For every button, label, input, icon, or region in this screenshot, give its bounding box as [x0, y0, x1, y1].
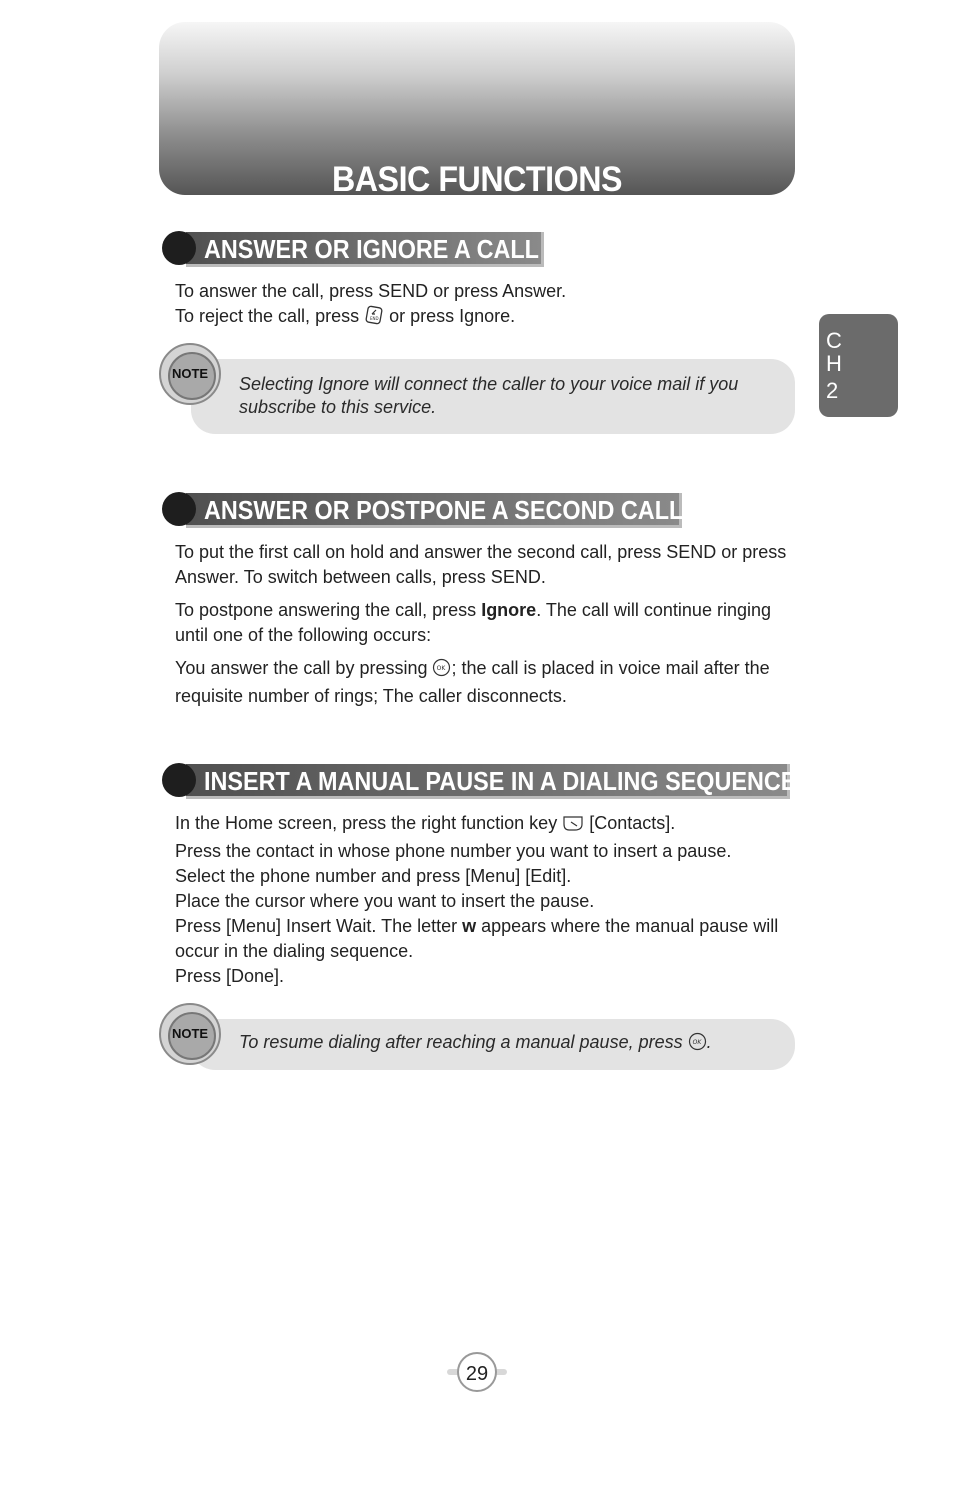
text-run: or press Ignore.	[384, 306, 516, 326]
note-box	[191, 359, 795, 434]
section-bullet	[162, 763, 196, 797]
body-paragraph: To put the first call on hold and answer the second call, press SEND or press Answer. To switch between calls, press SEND.	[175, 542, 787, 587]
step-line: Place the cursor where you want to insert the pause.	[175, 891, 595, 911]
section-heading-manual-pause	[162, 764, 797, 800]
section2-body	[175, 540, 793, 709]
text-run: ; the call is placed in voice mail after the requisite number of rings; The caller disconnects.	[175, 658, 770, 706]
chapter-tab-number: 2	[826, 378, 839, 403]
text-run: To reject the call, press	[175, 306, 365, 326]
section-heading-label: ANSWER OR IGNORE A CALL	[204, 234, 539, 264]
note-text: Selecting Ignore will connect the caller to your voice mail if you subscribe to this service.	[239, 374, 739, 417]
section-bullet	[162, 492, 196, 526]
body-line: To answer the call, press SEND or press Answer.	[175, 281, 567, 301]
page-title: BASIC FUNCTIONS	[331, 160, 623, 199]
section-heading-label: ANSWER OR POSTPONE A SECOND CALL	[204, 495, 684, 525]
text-run: . The call will continue ringing until one of the following occurs:	[175, 600, 771, 645]
body-paragraph	[175, 598, 793, 648]
text-run: In the Home screen, press the right function key	[175, 813, 563, 833]
note-badge-icon	[159, 1003, 221, 1065]
step-line: Press the contact in whose phone number you want to insert a pause.	[175, 841, 732, 861]
bold-text: w	[462, 916, 477, 936]
body-paragraph	[175, 656, 793, 709]
ok-key-icon	[432, 658, 451, 684]
body-line	[175, 304, 795, 332]
note-label: NOTE	[171, 366, 209, 381]
text-run: To resume dialing after reaching a manual pause, press	[239, 1032, 688, 1052]
chapter-tab-letter: H	[826, 351, 842, 376]
right-function-key-icon	[562, 814, 584, 839]
svg-text:OK: OK	[437, 665, 446, 672]
section-heading-answer-ignore	[162, 232, 544, 268]
page-number: 29	[457, 1352, 497, 1392]
text-run: [Contacts].	[584, 813, 676, 833]
text-run: .	[706, 1032, 712, 1052]
section-heading-answer-postpone	[162, 493, 682, 529]
step-line: Select the phone number and press [Menu] [Edit].	[175, 866, 572, 886]
end-key-icon	[364, 305, 384, 332]
note-box	[191, 1019, 795, 1070]
title-banner	[159, 22, 795, 199]
chapter-tab[interactable]	[819, 314, 898, 417]
svg-text:END: END	[370, 316, 379, 321]
text-run: You answer the call by pressing	[175, 658, 433, 678]
note-label: NOTE	[171, 1026, 209, 1041]
ok-key-icon	[688, 1032, 707, 1057]
step-line	[175, 914, 793, 964]
text-run: appears where the manual pause will occur in the dialing sequence.	[175, 916, 779, 961]
section1-body	[175, 279, 795, 332]
text-run: To postpone answering the call, press	[175, 600, 482, 620]
note-text	[239, 1031, 789, 1057]
text-run: Press [Menu] Insert Wait. The letter	[175, 916, 463, 936]
bold-text: Ignore	[481, 600, 537, 620]
section3-body	[175, 811, 793, 989]
svg-text:OK: OK	[692, 1039, 701, 1046]
chapter-tab-letter: C	[826, 328, 842, 353]
step-line: Press [Done].	[175, 966, 285, 986]
section-bullet	[162, 231, 196, 265]
step-line	[175, 811, 793, 839]
section-heading-label: INSERT A MANUAL PAUSE IN A DIALING SEQUENCE	[204, 766, 797, 796]
note-badge-icon	[159, 343, 221, 405]
